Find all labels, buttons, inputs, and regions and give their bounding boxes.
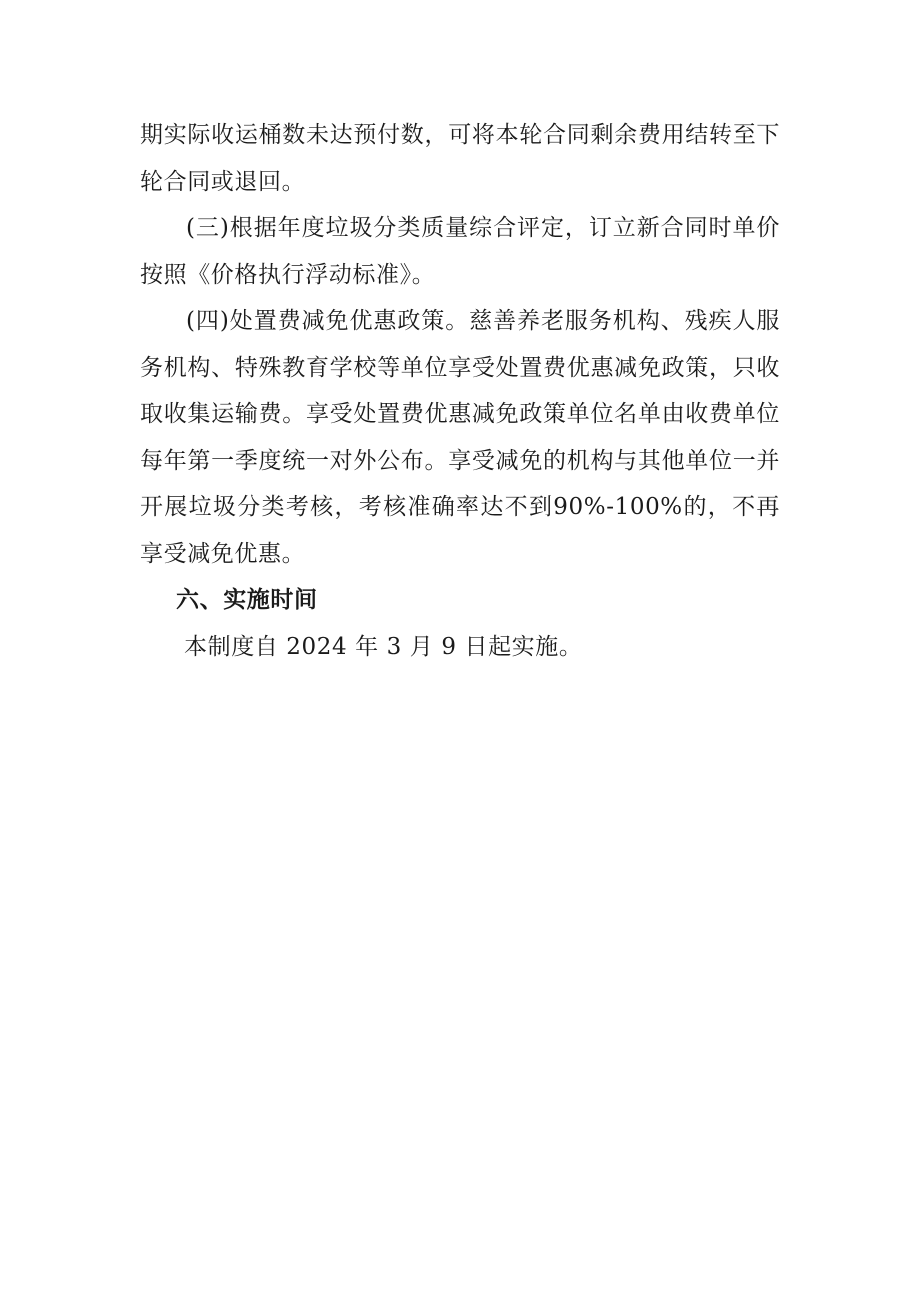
document-body	[140, 112, 780, 670]
section-heading: 六、实施时间	[176, 587, 318, 613]
implementation-paragraph: 本制度自 2024 年 3 月 9 日起实施。	[184, 633, 583, 660]
paragraph-item-4: (四)处置费减免优惠政策。慈善养老服务机构、残疾人服务机构、特殊教育学校等单位享受处置费优惠减免政策，只收取收集运输费。享受处置费优惠减免政策单位名单由收费单位每年第一季度统一对外公布。享受减免的机构与其他单位一并开展垃圾分类考核，考核准确率达不到90%-100%的，不再享受减免优惠。	[140, 308, 780, 567]
paragraph-item-3: (三)根据年度垃圾分类质量综合评定，订立新合同时单价按照《价格执行浮动标准》。	[140, 215, 780, 288]
paragraph-continuation: 期实际收运桶数未达预付数，可将本轮合同剩余费用结转至下轮合同或退回。	[140, 122, 780, 195]
